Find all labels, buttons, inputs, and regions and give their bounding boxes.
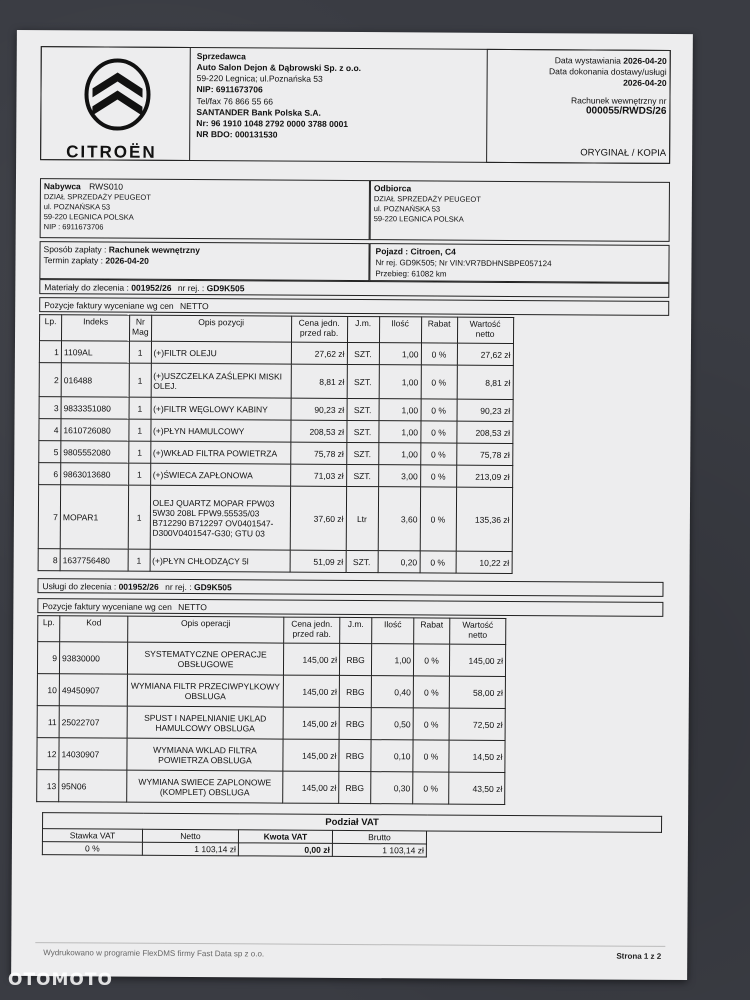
- materials-reg-label: nr rej. :: [177, 282, 205, 294]
- row-disc: 0 %: [421, 365, 457, 399]
- row-price: 145,00 zł: [283, 675, 339, 707]
- vat-net: 1 103,14 zł: [142, 842, 238, 856]
- row-price: 145,00 zł: [283, 771, 339, 803]
- row-index: 016488: [61, 363, 129, 397]
- material-row: [38, 549, 512, 574]
- row-desc: (+)FILTR OLEJU: [151, 341, 291, 364]
- row-desc: (+)WKŁAD FILTRA POWIETRZA: [150, 441, 290, 464]
- row-qty: 0,30: [371, 772, 413, 804]
- recipient-line1: DZIAŁ SPRZEDAŻY PEUGEOT: [373, 194, 481, 204]
- seller-account: Nr: 96 1910 1048 2792 0000 3788 0001: [196, 118, 349, 129]
- material-row: [39, 419, 513, 444]
- col-qty: Ilość: [372, 618, 414, 644]
- row-value: 208,53 zł: [456, 421, 512, 443]
- vat-table: [42, 812, 662, 859]
- row-unit: RBG: [339, 771, 371, 803]
- row-index: 9863013680: [61, 463, 129, 485]
- buyer-line4: NIP : 6911673706: [43, 222, 104, 232]
- row-price: 8,81 zł: [291, 364, 347, 398]
- vat-rate: 0 %: [42, 842, 142, 856]
- buyer-line3: 59-220 LEGNICA POLSKA: [43, 212, 134, 222]
- row-mag: 1: [129, 363, 151, 397]
- row-price: 51,09 zł: [290, 550, 346, 572]
- row-disc: 0 %: [421, 343, 457, 365]
- row-lp: 5: [39, 441, 61, 463]
- row-desc: WYMIANA WKLAD FILTRA POWIETRZA OBSLUGA: [127, 738, 283, 771]
- vehicle-model: Citroen, C4: [410, 246, 456, 257]
- row-value: 213,09 zł: [456, 465, 512, 487]
- materials-priced-mode: NETTO: [180, 300, 209, 312]
- material-row: [39, 397, 513, 422]
- row-desc: (+)PŁYN CHŁODZĄCY 5l: [150, 549, 290, 572]
- delivery-date: 2026-04-20: [623, 77, 667, 88]
- row-lp: 4: [39, 419, 61, 441]
- services-reg: GD9K505: [193, 582, 232, 593]
- row-qty: 0,40: [371, 676, 413, 708]
- row-unit: SZT.: [346, 442, 378, 464]
- row-lp: 3: [39, 397, 61, 419]
- row-value: 58,00 zł: [449, 676, 505, 708]
- buyer-label: Nabywca: [43, 181, 81, 192]
- col-lp: Lp.: [39, 315, 61, 341]
- vehicle-reg: Nr rej. GD9K505; Nr VIN:VR7BDHNSBPE057124: [375, 258, 552, 269]
- services-priced-label: Pozycje faktury wyceniane wg cen: [42, 601, 172, 612]
- service-row: [37, 706, 505, 741]
- payment-method-line: [44, 244, 200, 255]
- buyer-code: RWS010: [89, 181, 124, 192]
- row-price: 145,00 zł: [283, 707, 339, 739]
- seller-heading: Sprzedawca: [196, 51, 246, 62]
- materials-order: 001952/26: [131, 282, 172, 293]
- row-index: 1610726080: [61, 419, 129, 441]
- row-price: 145,00 zł: [283, 643, 339, 675]
- col-desc: Opis pozycji: [151, 315, 291, 342]
- row-value: 135,36 zł: [456, 487, 512, 551]
- row-unit: SZT.: [346, 464, 378, 486]
- col-mag: Nr Mag: [129, 315, 151, 341]
- seller-bdo: NR BDO: 000131530: [196, 129, 278, 140]
- seller-phone: Tel/fax 76 866 55 66: [196, 96, 274, 107]
- row-code: 93830000: [59, 642, 127, 674]
- row-disc: 0 %: [413, 644, 449, 676]
- col-price: Cena jedn. przed rab.: [284, 617, 340, 643]
- service-row: [37, 674, 505, 709]
- services-table: [36, 615, 506, 805]
- row-desc: (+)ŚWIECA ZAPŁONOWA: [150, 463, 290, 486]
- footer-printed: Wydrukowano w programie FlexDMS firmy Fast Data sp z o.o.: [43, 948, 265, 959]
- row-desc: SYSTEMATYCZNE OPERACJE OBSŁUGOWE: [127, 642, 283, 675]
- row-desc: WYMIANA FILTR PRZECIWPYLKOWY OBSLUGA: [127, 674, 283, 707]
- row-lp: 2: [39, 363, 61, 397]
- materials-order-label: Materiały do zlecenia :: [44, 282, 129, 293]
- row-disc: 0 %: [420, 443, 456, 465]
- seller-address: 59-220 Legnica; ul.Poznańska 53: [196, 73, 323, 84]
- issue-label: Data wystawiania: [554, 55, 621, 66]
- col-unit: J.m.: [347, 316, 379, 342]
- row-unit: Ltr: [346, 486, 378, 550]
- service-row: [37, 738, 505, 773]
- vat-row: [42, 842, 661, 859]
- brand-name: CITROËN: [66, 142, 157, 162]
- row-unit: RBG: [339, 707, 371, 739]
- row-qty: 3,60: [378, 487, 420, 551]
- row-lp: 11: [37, 706, 59, 738]
- services-reg-label: nr rej. :: [165, 581, 192, 593]
- row-unit: SZT.: [347, 342, 379, 364]
- row-desc: SPUST I NAPELNIANIE UKLAD HAMULCOWY OBSLUGA: [127, 706, 283, 739]
- buyer-line1: DZIAŁ SPRZEDAŻY PEUGEOT: [43, 192, 151, 202]
- row-qty: 1,00: [371, 644, 413, 676]
- doc-number: 000055/RWDS/26: [585, 105, 667, 117]
- footer-page: Strona 1 z 2: [616, 951, 662, 961]
- col-index: Indeks: [61, 315, 129, 341]
- services-order-bar: [37, 578, 663, 597]
- vat-col-rate: Stawka VAT: [42, 829, 142, 843]
- services-priced-bar: [37, 598, 663, 617]
- row-mag: 1: [129, 397, 151, 419]
- vat-title: Podział VAT: [43, 813, 662, 833]
- row-mag: 1: [128, 485, 150, 549]
- row-qty: 1,00: [378, 421, 420, 443]
- issue-date: 2026-04-20: [623, 55, 667, 66]
- materials-header-row: [39, 315, 513, 344]
- row-value: 8,81 zł: [457, 365, 513, 399]
- row-value: 27,62 zł: [457, 343, 513, 365]
- recipient-line2: ul. POZNAŃSKA 53: [373, 204, 441, 214]
- row-lp: 12: [37, 738, 59, 770]
- row-unit: SZT.: [347, 398, 379, 420]
- row-unit: SZT.: [347, 364, 379, 398]
- recipient-label: Odbiorca: [373, 183, 412, 194]
- material-row: [39, 341, 513, 366]
- payment-method: Rachunek wewnętrzny: [108, 244, 200, 256]
- row-unit: RBG: [339, 643, 371, 675]
- invoice-page: [11, 30, 693, 980]
- col-disc: Rabat: [421, 317, 457, 343]
- row-desc: OLEJ QUARTZ MOPAR FPW03 5W30 208L FPW9.55535/03 B712290 B712297 OV0401547-D300V0401547-G30; GTU 03: [150, 485, 290, 550]
- services-priced-mode: NETTO: [178, 601, 207, 613]
- footer-divider: [35, 942, 665, 947]
- row-disc: 0 %: [421, 399, 457, 421]
- row-disc: 0 %: [413, 676, 449, 708]
- vat-gross: 1 103,14 zł: [332, 843, 426, 857]
- row-lp: 13: [37, 770, 59, 802]
- row-lp: 6: [39, 463, 61, 485]
- materials-order-bar: [39, 279, 669, 298]
- row-desc: (+)FILTR WĘGLOWY KABINY: [151, 397, 291, 420]
- row-mag: 1: [128, 549, 150, 571]
- material-row: [39, 463, 513, 488]
- row-index: 9833351080: [61, 397, 129, 419]
- col-value: Wartość netto: [450, 618, 506, 644]
- vat-spacer: [426, 844, 661, 858]
- col-code: Kod: [60, 616, 128, 642]
- vehicle-mileage: Przebieg: 61082 km: [375, 269, 447, 279]
- row-value: 75,78 zł: [456, 443, 512, 465]
- seller-name: Auto Salon Dejon & Dąbrowski Sp. z o.o.: [196, 62, 362, 74]
- row-value: 90,23 zł: [457, 399, 513, 421]
- row-disc: 0 %: [420, 421, 456, 443]
- row-disc: 0 %: [420, 465, 456, 487]
- row-code: 95N06: [59, 770, 127, 802]
- row-qty: 1,00: [378, 443, 420, 465]
- row-lp: 8: [38, 549, 60, 571]
- row-mag: 1: [129, 463, 151, 485]
- payment-term-line: [43, 255, 148, 266]
- col-lp: Lp.: [38, 616, 60, 642]
- row-disc: 0 %: [413, 708, 449, 740]
- row-lp: 7: [38, 485, 60, 549]
- row-value: 43,50 zł: [449, 772, 505, 804]
- payment-method-label: Sposób zapłaty :: [43, 244, 107, 255]
- vat-col-gross: Brutto: [332, 830, 426, 844]
- row-value: 10,22 zł: [456, 551, 512, 573]
- row-lp: 1: [39, 341, 61, 363]
- payment-term-label: Termin zapłaty :: [43, 255, 104, 266]
- row-disc: 0 %: [413, 772, 449, 804]
- delivery-label: Data dokonania dostawy/usługi: [548, 66, 667, 77]
- service-row: [37, 642, 505, 677]
- col-qty: Ilość: [379, 317, 421, 343]
- doc-label: Rachunek wewnętrzny nr: [571, 95, 667, 106]
- row-qty: 0,10: [371, 740, 413, 772]
- row-price: 145,00 zł: [283, 739, 339, 771]
- buyer-line2: ul. POZNAŃSKA 53: [43, 202, 111, 212]
- row-price: 27,62 zł: [291, 342, 347, 364]
- row-unit: RBG: [339, 675, 371, 707]
- services-header-row: [38, 616, 506, 645]
- row-mag: 1: [129, 419, 151, 441]
- material-row: [38, 485, 512, 552]
- material-row: [39, 441, 513, 466]
- row-code: 14030907: [59, 738, 127, 770]
- row-index: MOPAR1: [60, 485, 128, 549]
- row-qty: 1,00: [379, 399, 421, 421]
- row-qty: 0,50: [371, 708, 413, 740]
- services-order: 001952/26: [118, 581, 159, 592]
- vehicle-label: Pojazd :: [375, 246, 409, 257]
- row-qty: 1,00: [379, 365, 421, 399]
- row-unit: RBG: [339, 739, 371, 771]
- row-unit: SZT.: [346, 420, 378, 442]
- row-index: 1109AL: [61, 341, 129, 363]
- row-value: 145,00 zł: [449, 644, 505, 676]
- services-order-label: Usługi do zlecenia :: [42, 581, 117, 592]
- buyer-heading: [44, 181, 123, 191]
- row-disc: 0 %: [413, 740, 449, 772]
- col-value: Wartość netto: [457, 317, 513, 343]
- materials-priced-bar: [39, 297, 669, 316]
- row-index: 9805552080: [61, 441, 129, 463]
- row-lp: 9: [37, 642, 59, 674]
- row-disc: 0 %: [420, 487, 456, 551]
- row-index: 1637756480: [60, 549, 128, 571]
- row-price: 90,23 zł: [291, 398, 347, 420]
- row-qty: 0,20: [378, 551, 420, 573]
- row-unit: SZT.: [346, 550, 378, 572]
- vat-amount: 0,00 zł: [238, 843, 332, 857]
- recipient-line3: 59-220 LEGNICA POLSKA: [373, 214, 464, 224]
- service-row: [37, 770, 505, 805]
- materials-table: [38, 314, 514, 574]
- col-desc: Opis operacji: [128, 616, 284, 643]
- row-qty: 3,00: [378, 465, 420, 487]
- materials-reg: GD9K505: [206, 283, 245, 294]
- seller-bank: SANTANDER Bank Polska S.A.: [196, 107, 321, 118]
- copy-label: ORYGINAŁ / KOPIA: [580, 147, 667, 159]
- materials-priced-label: Pozycje faktury wyceniane wg cen: [44, 300, 174, 311]
- row-mag: 1: [129, 341, 151, 363]
- vat-col-vat: Kwota VAT: [238, 830, 332, 844]
- row-desc: (+)PŁYN HAMULCOWY: [150, 419, 290, 442]
- row-price: 71,03 zł: [290, 464, 346, 486]
- row-code: 25022707: [59, 706, 127, 738]
- watermark-logo: OTOMOTO: [8, 970, 113, 990]
- row-qty: 1,00: [379, 343, 421, 365]
- vehicle-line: [376, 246, 456, 256]
- row-disc: 0 %: [420, 551, 456, 573]
- row-desc: (+)USZCZELKA ZAŚLEPKI MISKI OLEJ.: [151, 363, 291, 398]
- row-value: 14,50 zł: [449, 740, 505, 772]
- row-price: 75,78 zł: [290, 442, 346, 464]
- row-price: 208,53 zł: [290, 420, 346, 442]
- col-price: Cena jedn. przed rab.: [291, 316, 347, 342]
- row-value: 72,50 zł: [449, 708, 505, 740]
- issue-date-line: [491, 55, 667, 66]
- col-unit: J.m.: [340, 617, 372, 643]
- row-price: 37,60 zł: [290, 486, 346, 550]
- seller-nip: NIP: 6911673706: [196, 84, 263, 95]
- row-code: 49450907: [59, 674, 127, 706]
- material-row: [39, 363, 513, 400]
- payment-term: 2026-04-20: [105, 255, 149, 266]
- col-disc: Rabat: [414, 618, 450, 644]
- vat-col-net: Netto: [142, 829, 238, 843]
- row-desc: WYMIANA SWIECE ZAPLONOWE (KOMPLET) OBSLUGA: [127, 770, 283, 803]
- row-mag: 1: [129, 441, 151, 463]
- row-lp: 10: [37, 674, 59, 706]
